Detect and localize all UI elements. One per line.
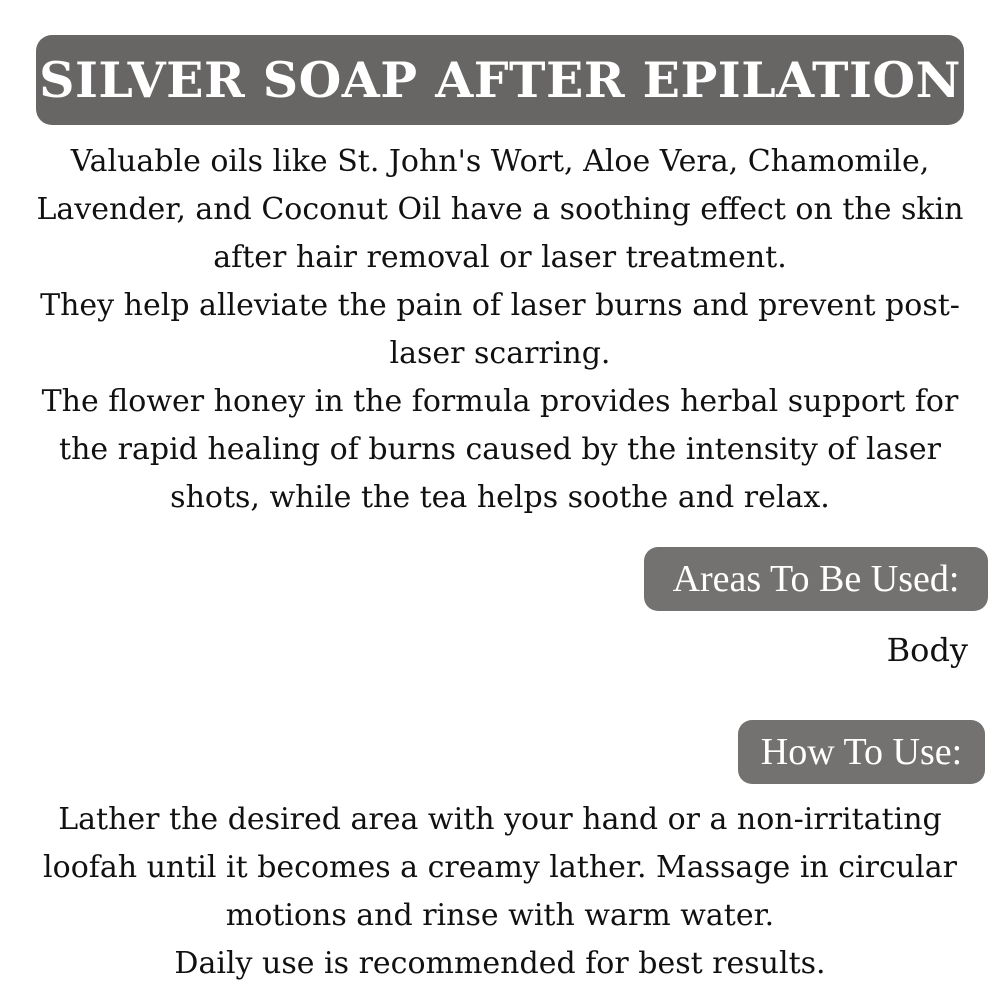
how-to-use-label xyxy=(738,720,985,784)
areas-label-text: Areas To Be Used: xyxy=(672,558,960,600)
description-paragraph-2: They help alleviate the pain of laser burns and prevent post-laser scarring. xyxy=(40,288,960,371)
title-banner xyxy=(36,35,964,125)
instructions-paragraph-2: Daily use is recommended for best results. xyxy=(174,946,826,981)
instructions-paragraph-1: Lather the desired area with your hand or a non-irritating loofah until it becomes a creamy lather. Massage in circular motions and rinse with warm water. xyxy=(43,802,957,933)
description-paragraph-1: Valuable oils like St. John's Wort, Aloe Vera, Chamomile, Lavender, and Coconut Oil have a soothing effect on the skin after hair removal or laser treatment. xyxy=(36,144,964,275)
areas-value: Body xyxy=(886,631,968,669)
how-to-use-label-text: How To Use: xyxy=(760,731,963,773)
usage-instructions xyxy=(8,796,992,988)
product-description xyxy=(20,138,980,522)
description-paragraph-3: The flower honey in the formula provides herbal support for the rapid healing of burns caused by the intensity of laser shots, while the tea helps soothe and relax. xyxy=(41,384,959,515)
page-title: SILVER SOAP AFTER EPILATION xyxy=(39,51,961,109)
areas-to-be-used-label xyxy=(644,547,988,611)
